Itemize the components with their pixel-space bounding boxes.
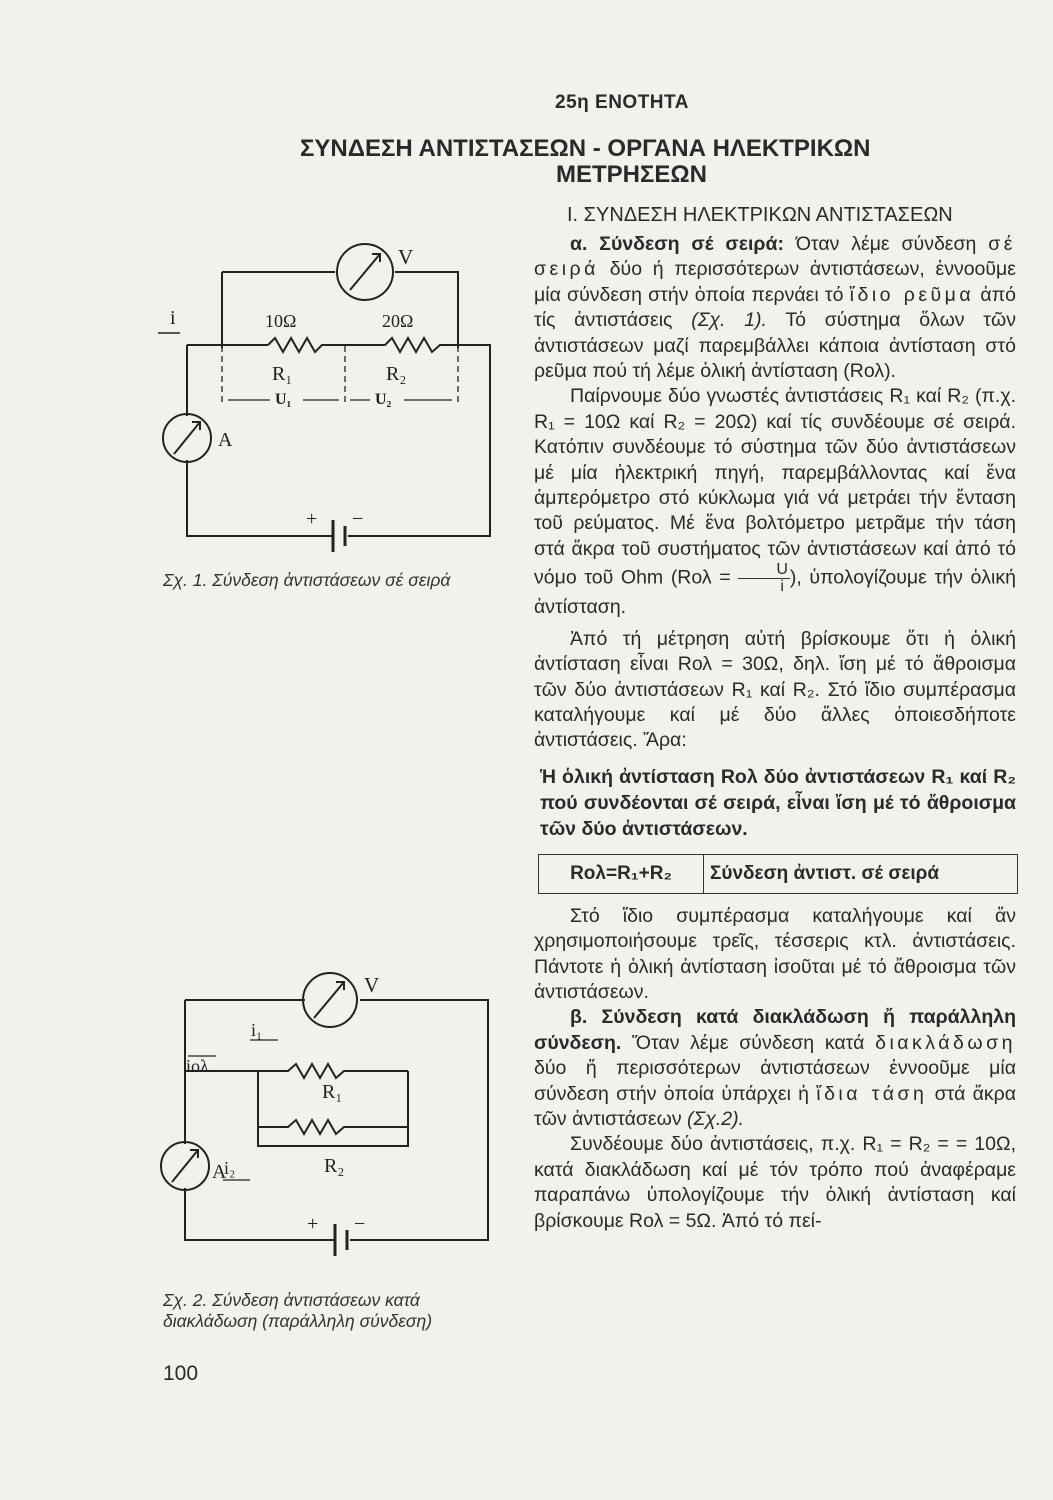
series-label: α. Σύνδεση σέ σειρά:: [570, 233, 784, 255]
fraction-numerator: U: [738, 562, 790, 579]
unit-title: 25η ΕΝΟΤΗΤΑ: [555, 92, 689, 113]
fig2-i1-label: i₁: [251, 1020, 263, 1040]
parallel-label: β. Σύνδεση κατά διακλάδωση ἤ παράλληλη σύνδεση.: [534, 1006, 1016, 1054]
figure2-caption-line2: διακλάδωση (παράλληλη σύνδεση): [163, 1311, 433, 1331]
voltmeter-wire: [185, 1000, 488, 1240]
parallel-p1-spaced1: διακλάδωση: [875, 1031, 1016, 1054]
fig2-i2-label: i₂: [224, 1158, 236, 1178]
fig1-plus-sign: +: [306, 508, 318, 530]
fig1-u2-label: U₂: [375, 391, 392, 408]
fig1-ammeter-label: A: [218, 429, 233, 451]
figure2-caption: [163, 1290, 432, 1332]
fig2-ammeter-label: A: [212, 1161, 227, 1183]
battery-icon: [335, 1224, 347, 1256]
series-p2: Παίρνουμε δύο γνωστές ἀντιστάσεις R₁ καί R₂ (π.χ. R₁ = 10Ω καί R₂ = 20Ω) καί τίς συνδέουμε σέ σειρά. Κατόπιν συνδέουμε τό σύστημα τῶν δύο ἀντιστάσεων μέ μία ἠλεκτρική πηγή, παρεμβάλλοντας καί ἕνα ἀμπερόμετρο στό κύκλωμα γιά νά μετράει τήν ἔνταση τοῦ ρεύματος. Μέ ἕνα βολτόμετρο μετρᾶμε τήν τάση στά ἄκρα τοῦ συστήματος τῶν ἀντιστάσεων καί ἀπό τό νόμο τοῦ Ohm (Rολ =: [534, 385, 1016, 589]
figure2-caption-line1: Σχ. 2. Σύνδεση ἀντιστάσεων κατά: [163, 1290, 420, 1310]
fig1-r1-value: 10Ω: [265, 311, 297, 331]
fig2-r1-label: R₁: [322, 1081, 343, 1103]
fig1-r2-label: R₂: [386, 363, 407, 385]
series-rule: Ἡ ὁλική ἀντίσταση Rολ δύο ἀντιστάσεων R₁ καί R₂ πού συνδέονται σέ σειρά, εἶναι ἴση μέ τό ἄθροισμα τῶν δύο ἀντιστάσεων.: [540, 765, 1016, 840]
fig2-iol-label: iολ: [186, 1056, 209, 1076]
parallel-p1-c: στά ἄκρα τῶν ἀντιστάσεων: [534, 1082, 1016, 1130]
figure-series-circuit: [150, 228, 510, 588]
parallel-paragraph-2: Συνδέουμε δύο ἀντιστάσεις, π.χ. R₁ = R₂ = = 10Ω, κατά διακλάδωση καί μέ τόν τρόπο πού ἀναφέραμε παραπάνω ὑπολογίζουμε τήν ὁλική ἀντίσταση καί βρίσκουμε Rολ = 5Ω. Ἀπό τό πεί-: [534, 1133, 1016, 1232]
formula: Rολ=R₁+R₂: [539, 855, 704, 893]
formula-label: Σύνδεση ἀντιστ. σέ σειρά: [710, 863, 940, 885]
series-p1-b: δύο ή περισσότερων ἀντιστάσεων, ἐννοοῦμε μία σύνδεση στήν ὁποία περνάει τό: [534, 258, 1016, 306]
fig2-plus-sign: +: [307, 1213, 319, 1235]
series-paragraph-2: [534, 384, 1016, 620]
resistor-r1: [258, 1064, 408, 1078]
page-number: 100: [163, 1362, 199, 1385]
fig1-r1-label: R₁: [272, 363, 293, 385]
battery-icon: [333, 520, 345, 552]
series-p1-d: Τό σύστημα ὅλων τῶν ἀντιστάσεων μαζί παρεμβάλλει κάποια ἀντίσταση στό ρεῦμα πού τή λέμε ὁλική ἀντίσταση (Rολ).: [534, 309, 1016, 383]
parallel-p1-a: Ὅταν λέμε σύνδεση κατά: [621, 1031, 876, 1054]
branch-wires: [185, 1071, 408, 1146]
ammeter-needle-icon: [172, 1150, 198, 1182]
voltmeter-needle-icon: [350, 254, 380, 290]
text-column: [534, 232, 1016, 1234]
fig1-minus-sign: −: [352, 508, 364, 530]
series-p2-end: ), ὑπολογίζουμε τήν ὁλική ἀντίσταση.: [534, 566, 1016, 619]
figure1-caption: Σχ. 1. Σύνδεση ἀντιστάσεων σέ σειρά: [163, 570, 451, 590]
resistor-r2-wire: [345, 338, 490, 536]
ohm-fraction: [738, 562, 790, 595]
fig2-r2-label: R₂: [324, 1155, 345, 1177]
ammeter-needle-icon: [174, 422, 200, 454]
series-p1-a: Όταν λέμε σύνδεση: [783, 233, 989, 255]
series-paragraph-4: Στό ἴδιο συμπέρασμα καταλήγουμε καί ἄν χρησιμοποιήσουμε τρεῖς, τέσσερις κτλ. ἀντιστάσεις. Πάντοτε ἡ ὁλική ἀντίσταση ἰσοῦται μέ τό ἄθροισμα τῶν ἀντιστάσεων.: [534, 904, 1016, 1003]
fig2-voltmeter-label: V: [364, 973, 380, 997]
series-paragraph-3: Ἀπό τή μέτρηση αὐτή βρίσκουμε ὅτι ἡ ὁλική ἀντίσταση εἶναι Rολ = 30Ω, δηλ. ἴση μέ τό ἄθροισμα τῶν δύο ἀντιστάσεων R₁ καί R₂. Στό ἴδιο συμπέρασμα καταλήγουμε καί μέ δύο ἄλλες ὁποιεσδήποτε ἀντιστάσεις. Ἄρα:: [534, 627, 1016, 752]
resistor-r1: [268, 338, 345, 352]
formula-box: [538, 854, 1018, 894]
fig1-r2-value: 20Ω: [382, 311, 414, 331]
resistor-r2: [258, 1120, 408, 1134]
fraction-denominator: i: [780, 578, 784, 596]
series-paragraph-1: [534, 232, 1016, 384]
chapter-title-line2: ΜΕΤΡΗΣΕΩΝ: [556, 161, 707, 188]
parallel-p1-spaced2: ἴδια τάση: [816, 1082, 928, 1105]
series-p1-ref: (Σχ. 1).: [691, 309, 767, 332]
voltage-marks: [222, 346, 458, 406]
fig2-minus-sign: −: [354, 1213, 366, 1235]
parallel-p1-b: δύο ἤ περισσότερων ἀντιστάσεων ἐννοοῦμε μία σύνδεση στήν ὁποία ὑπάρχει ἡ: [534, 1057, 1016, 1105]
section-heading: Ι. ΣΥΝΔΕΣΗ ΗΛΕΚΤΡΙΚΩΝ ΑΝΤΙΣΤΑΣΕΩΝ: [567, 204, 953, 226]
fig1-voltmeter-label: V: [398, 245, 414, 269]
parallel-p1-ref: (Σχ.2).: [687, 1107, 745, 1130]
chapter-title-line1: ΣΥΝΔΕΣΗ ΑΝΤΙΣΤΑΣΕΩΝ - ΟΡΓΑΝΑ ΗΛΕΚΤΡΙΚΩΝ: [300, 135, 871, 162]
fig1-current-label: i: [170, 307, 176, 329]
series-p1-spaced2: ἴδιο ρεῦμα: [849, 283, 975, 306]
fig1-u1-label: U₁: [275, 391, 292, 408]
series-p1-spaced1: σέ σειρά: [534, 233, 1016, 281]
parallel-paragraph-1: [534, 1005, 1016, 1132]
figure-parallel-circuit: [150, 968, 510, 1288]
series-p1-c: ἀπό τίς ἀντιστάσεις: [534, 283, 1016, 332]
voltmeter-needle-icon: [314, 982, 344, 1018]
chapter-title: [300, 136, 940, 188]
